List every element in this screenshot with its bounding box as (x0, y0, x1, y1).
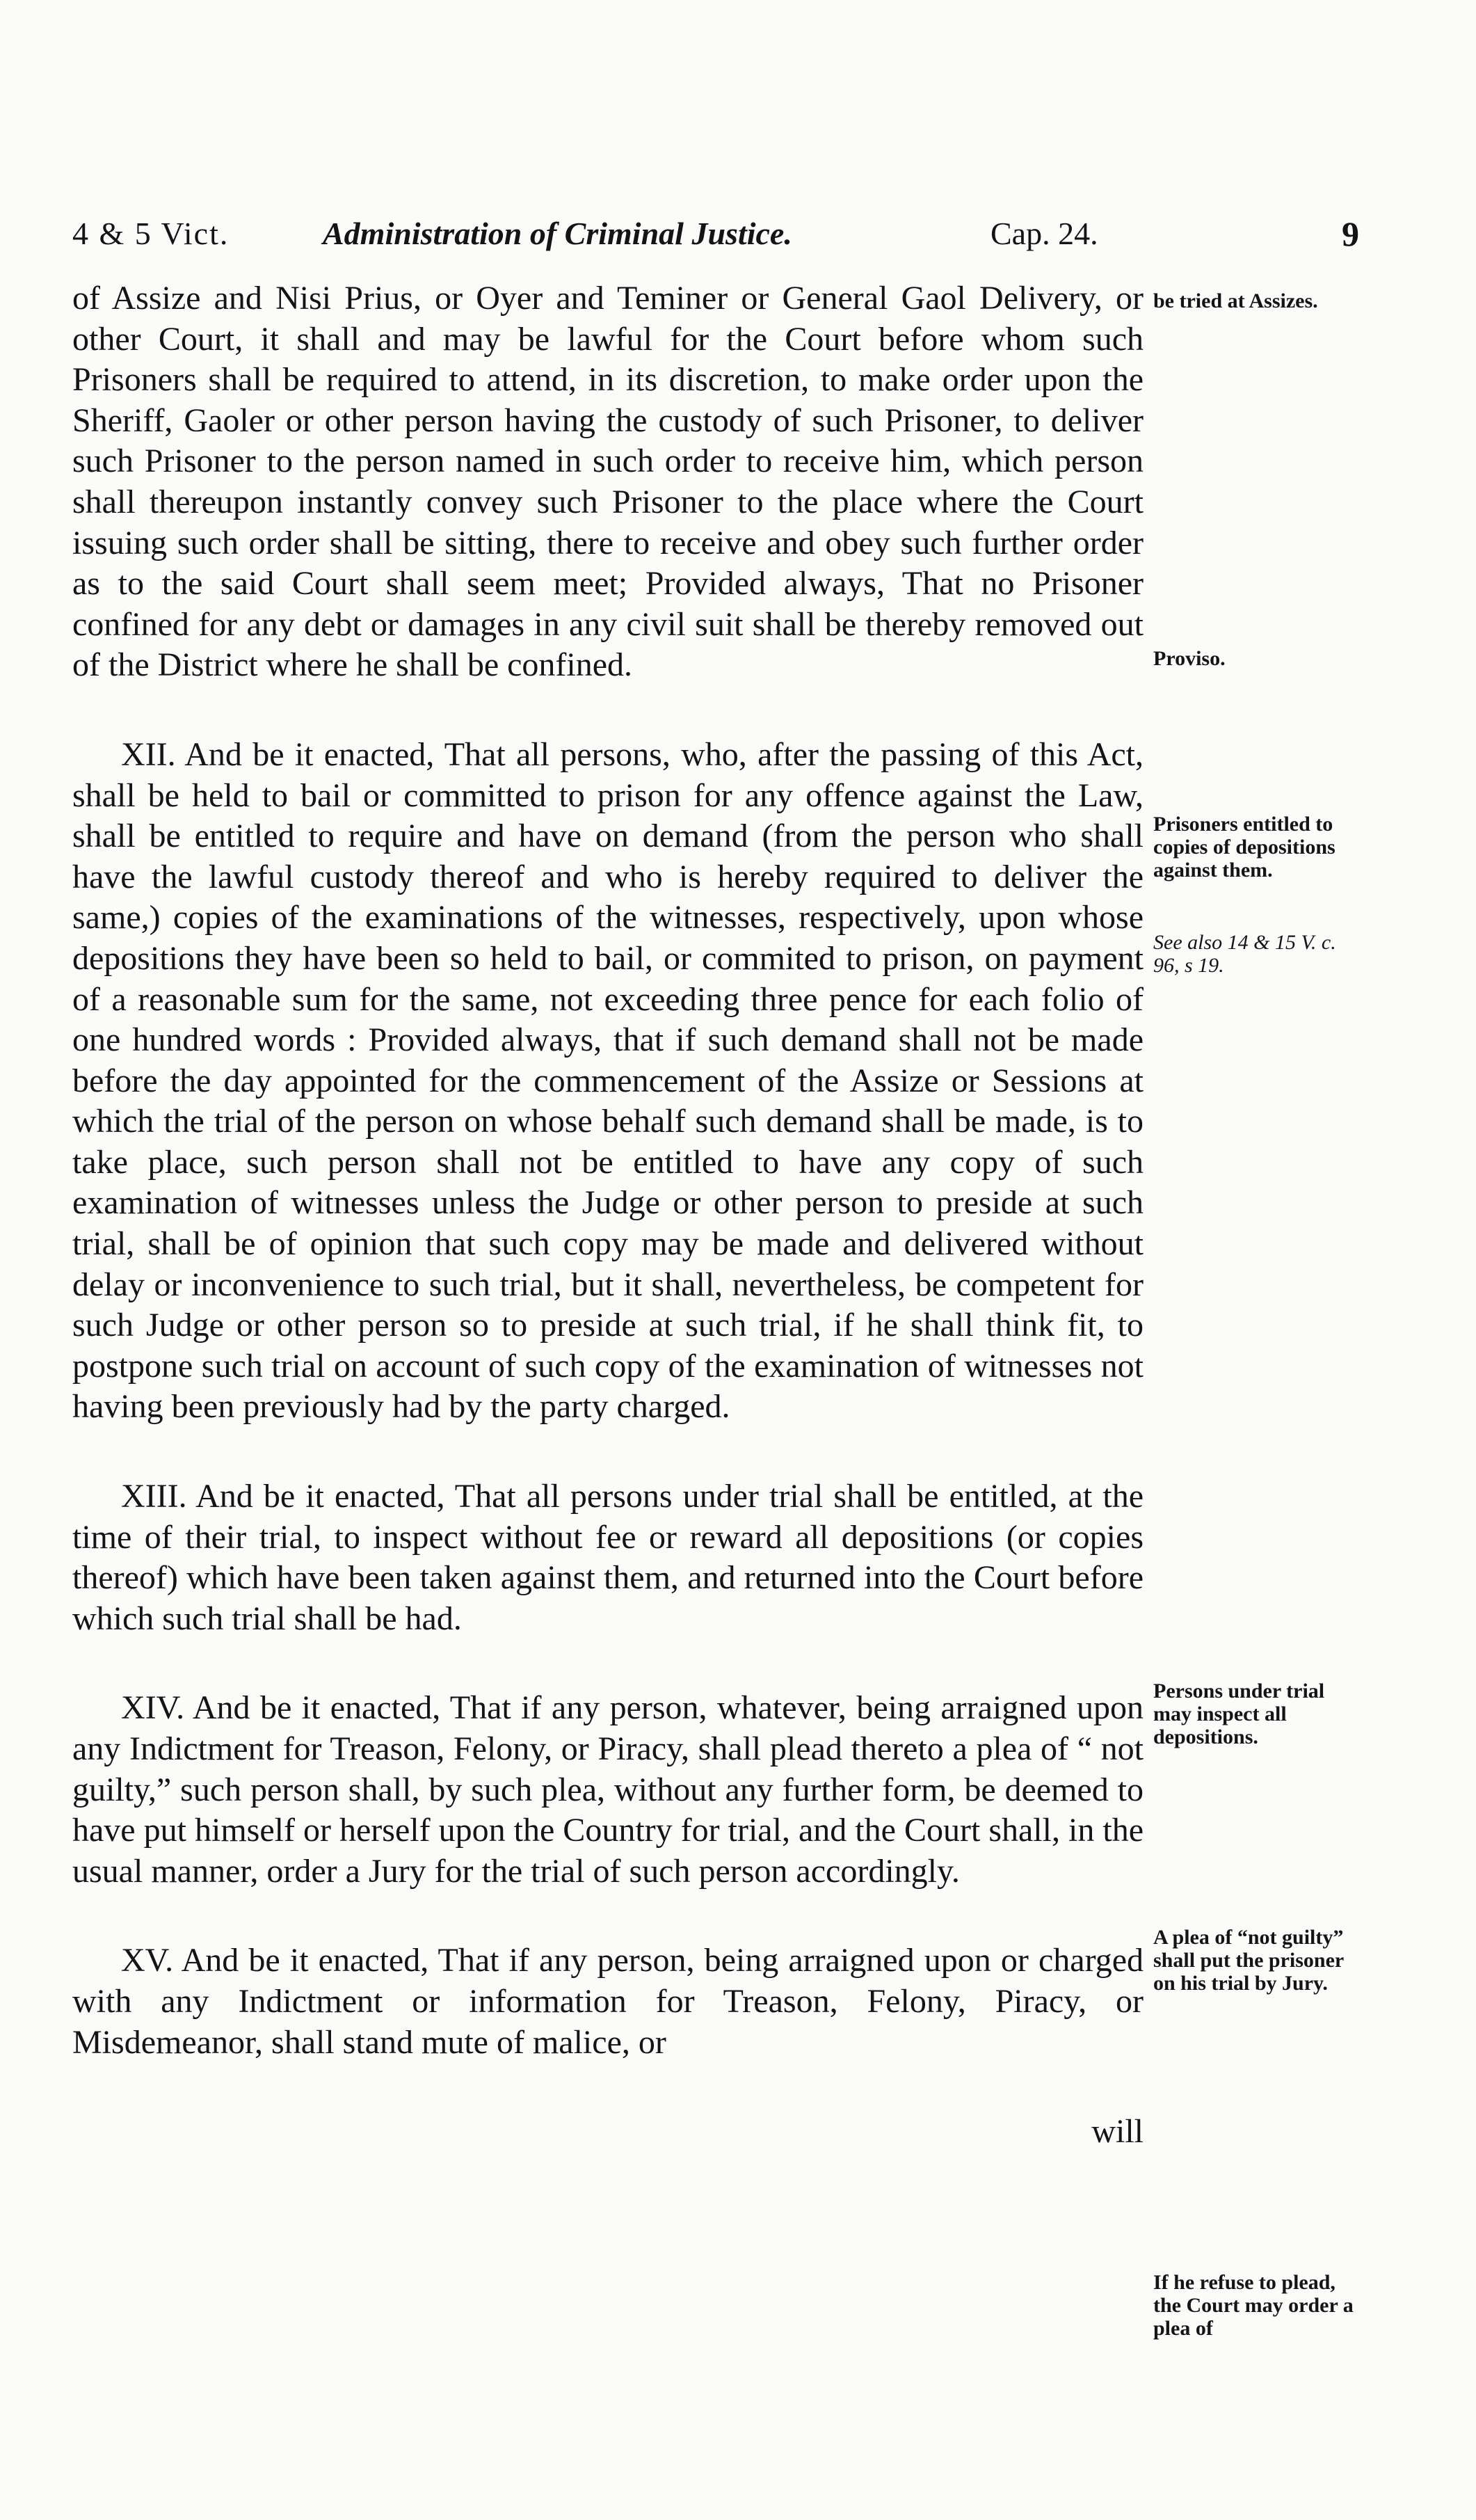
section-xv: XV. And be it enacted, That if any person, being arraigned upon or charged with any Indictment or information for Treason, Felony, Piracy, or Misdemeanor, shall stand mute of malice, or (72, 1942, 1144, 2061)
section-xiii: XIII. And be it enacted, That all persons under trial shall be entitled, at the time of their trial, to inspect without fee or reward all depositions (or copies thereof) which have been taken against them, and returned into the Court before which such trial shall be had. (72, 1478, 1144, 1637)
margin-note-refuse: If he refuse to plead, the Court may order a plea of (1153, 2271, 1354, 2340)
margin-note-plea: A plea of “not guilty” shall put the prisoner on his trial by Jury. (1153, 1926, 1344, 1995)
running-header (72, 206, 1359, 262)
section-xv-block (72, 1940, 1144, 2152)
body-text (72, 278, 1144, 2153)
margin-note-inspect: Persons under trial may inspect all depositions. (1153, 1680, 1325, 1748)
paragraph-continuation: of Assize and Nisi Prius, or Oyer and Teminer or General Gaol Delivery, or other Court, it shall and may be lawful for the Court before whom such Prisoners shall be required to attend, in its discretion, to make order upon the Sheriff, Gaoler or other person having the custody of such Prisoner, to deliver such Prisoner to the person named in such order to receive him, which person shall thereupon instantly convey such Prisoner to the place where the Court issuing such order shall be sitting, there to receive and obey such further order as to the said Court shall seem meet; Provided always, That no Prisoner confined for any debt or damages in any civil suit shall be thereby removed out of the District where he shall be confined. (72, 280, 1144, 684)
page-number: 9 (1342, 214, 1359, 253)
margin-note-copies: Prisoners entitled to copies of depositions against them. (1153, 813, 1335, 882)
chapter-reference: Cap. 24. (990, 216, 1098, 251)
margin-note-proviso: Proviso. (1153, 647, 1226, 670)
section-xii: XII. And be it enacted, That all persons, who, after the passing of this Act, shall be held to bail or committed to prison for any offence against the Law, shall be entitled to require and have on demand (from the person who shall have the lawful custody thereof and who is hereby required to deliver the same,) copies of the examinations of the witnesses, respectively, upon whose depositions they have been so held to bail, or commited to prison, on payment of a reasonable sum for the same, not exceeding three pence for each folio of one hundred words : Provided always, that if such demand shall not be made before the day appointed for the commencement of the Assize or Sessions at which the trial of the person on whose behalf such demand shall be made, is to take place, such person shall not be entitled to have any copy of such examination of witnesses unless the Judge or other person to preside at such trial, shall be of opinion that such copy may be made and delivered without delay or inconvenience to such trial, but it shall, nevertheless, be competent for such Judge or other person so to preside at such trial, if he shall think fit, to postpone such trial on account of such copy of the examination of witnesses not having been previously had by the party charged. (72, 735, 1144, 1426)
running-title: Administration of Criminal Justice. (323, 216, 792, 251)
margin-note-statute-reference: See also 14 & 15 V. c. 96, s 19. (1153, 931, 1336, 977)
session-reference: 4 & 5 Vict. (72, 216, 230, 251)
margin-note-assizes: be tried at Assizes. (1153, 289, 1318, 312)
catchword: will (1091, 2113, 1144, 2151)
section-xiv: XIV. And be it enacted, That if any person, whatever, being arraigned upon any Indictment for Treason, Felony, or Piracy, shall plead thereto a plea of “ not guilty,” such person shall, by such plea, without any further form, be deemed to have put himself or herself upon the Country for trial, and the Court shall, in the usual manner, order a Jury for the trial of such person accordingly. (72, 1689, 1144, 1890)
